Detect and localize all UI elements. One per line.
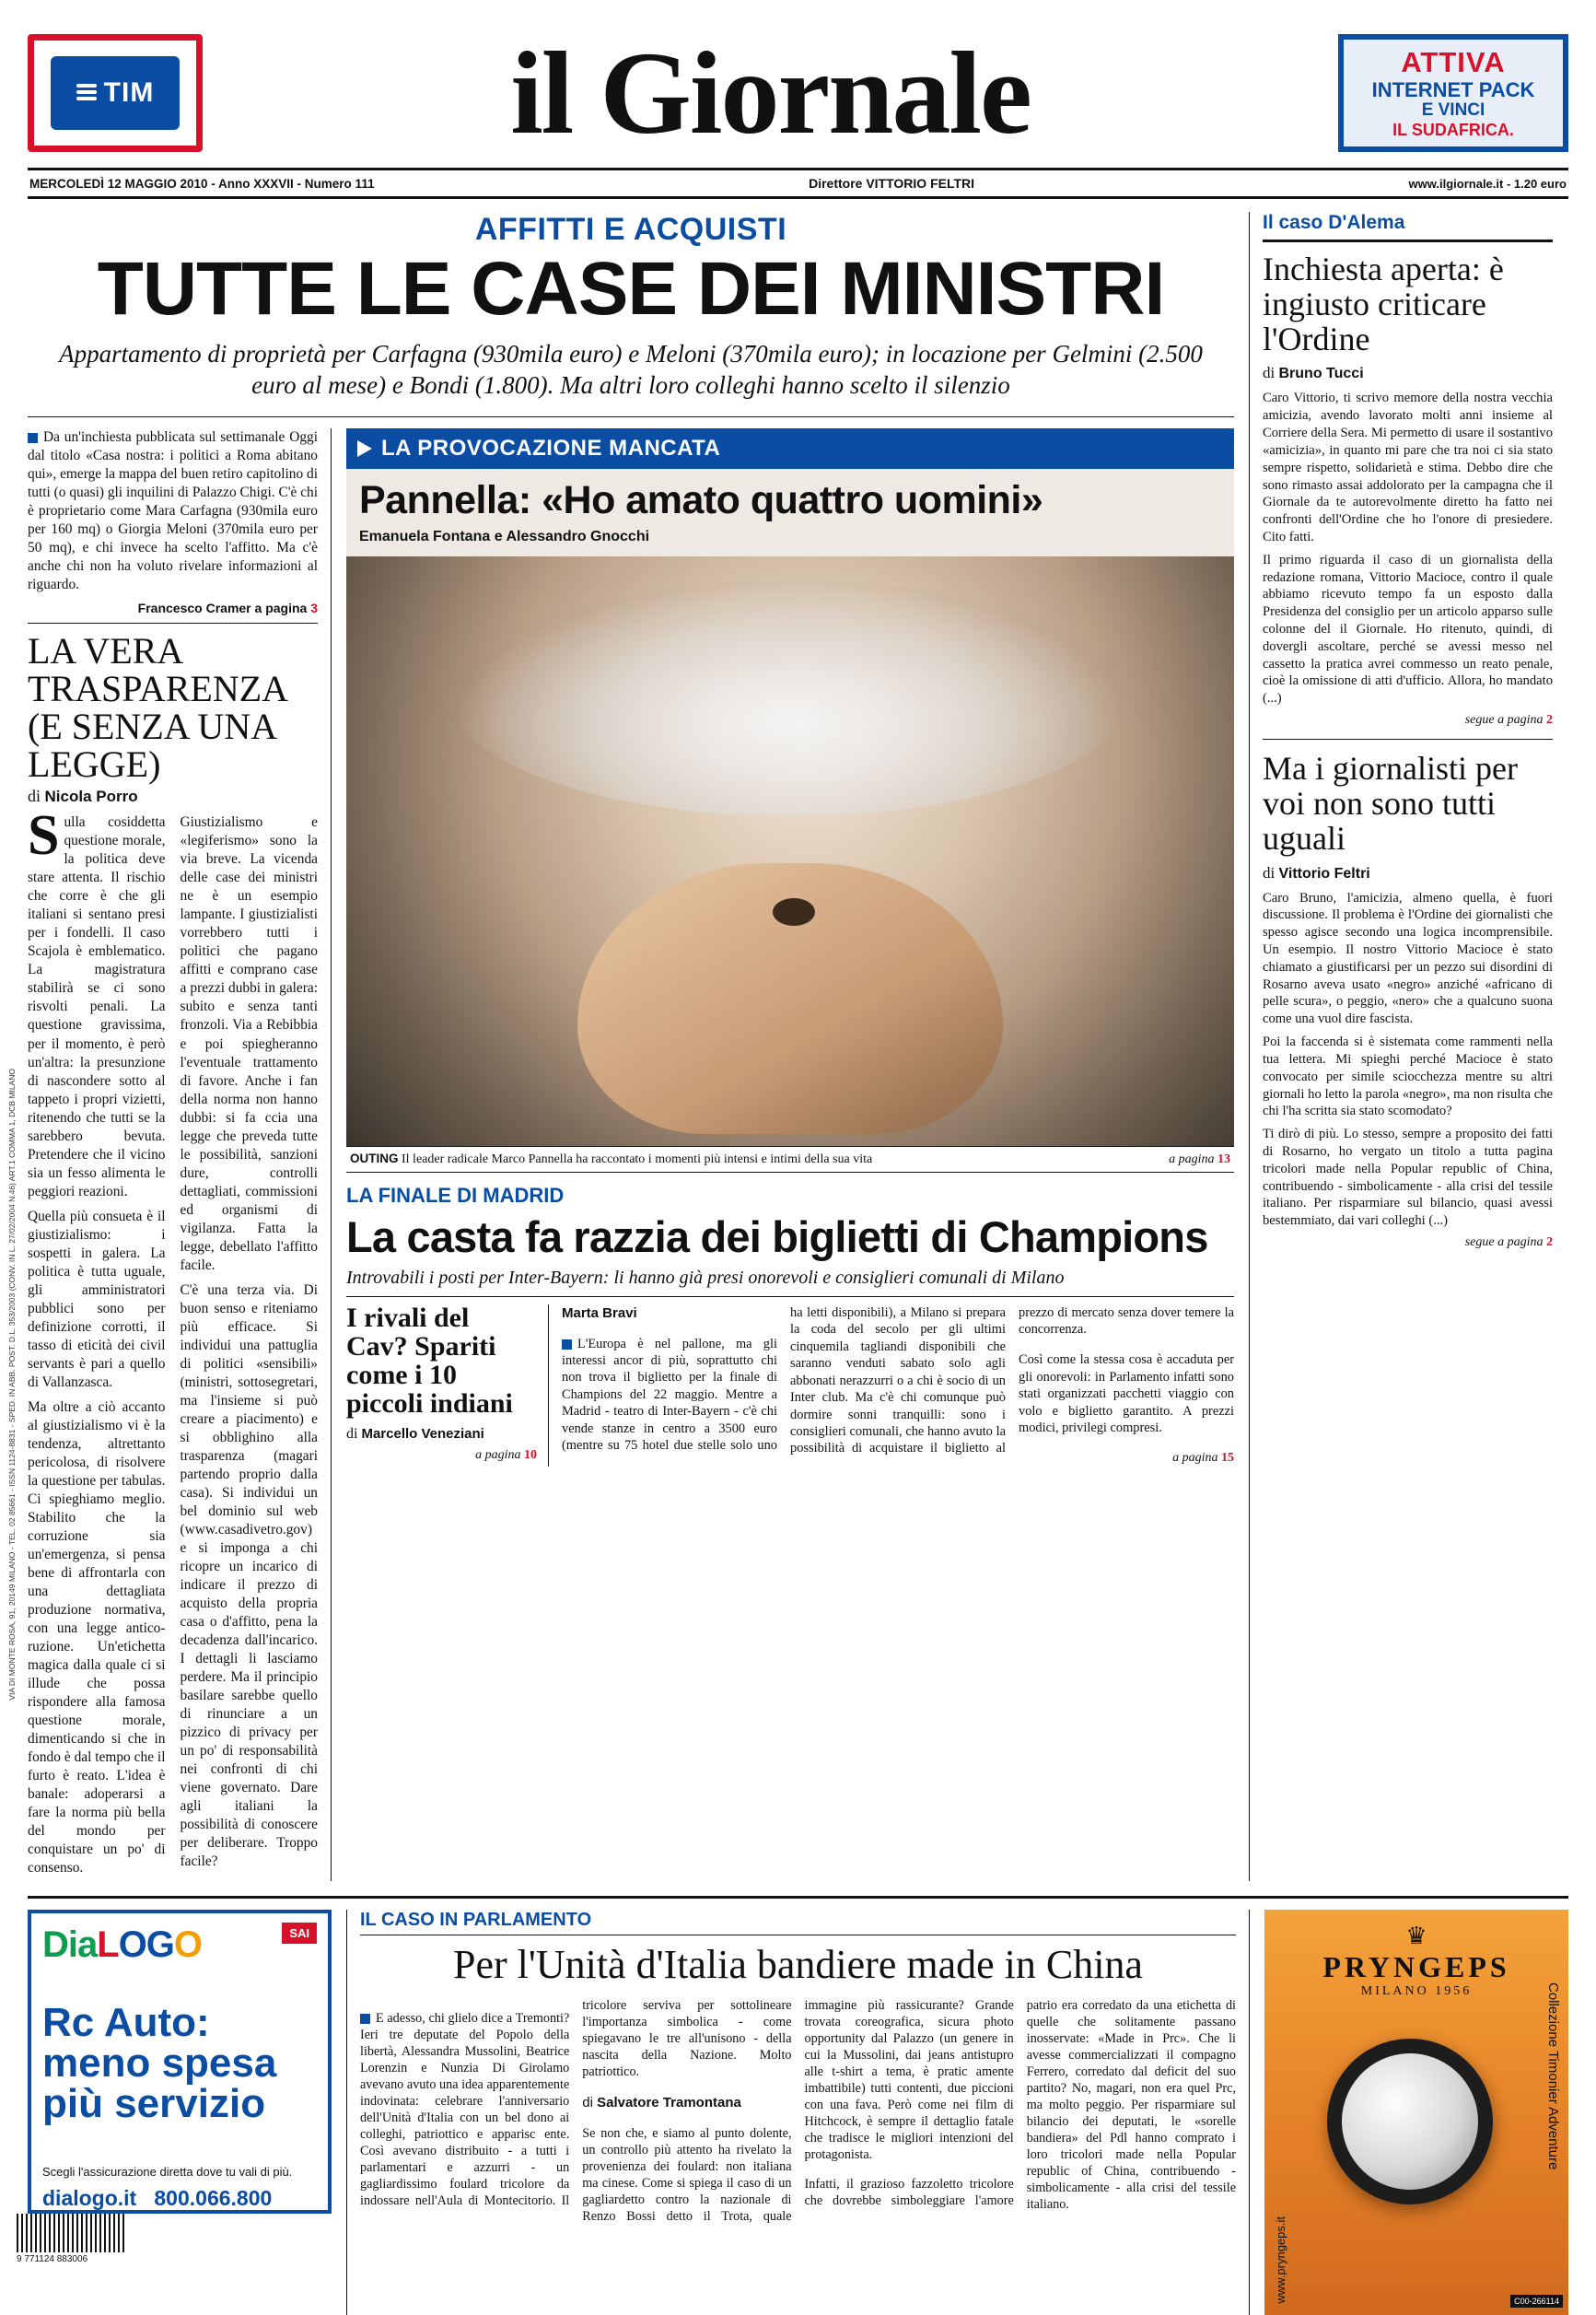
dialogo-claim (42, 1999, 317, 2126)
parliament-kicker: IL CASO IN PARLAMENTO (360, 1909, 592, 1930)
promo-line-1: ATTIVA (1401, 45, 1506, 78)
dialogo-claim-line3: più servizio (42, 2080, 266, 2126)
parliament-paragraph-text: E adesso, chi glielo dice a Tremonti? Ieri tre deputate del Popolo della libertà, Alessandra Mussolini, Beatrice Lorenzin e Nunzia Di Girolamo avevano avuto una idea apparentemente indovinata: celebrare l'anniversario dell'Unità d'Italia con un bel dono ai colleghi, patriottico e apparisc ente. Così avevano distribuito - a tutti i parlamentari e azzurri - un gagliardissimo foulard tricolore da indossare nell'Aula di Montecitorio. Il tricolore serviva per sottolineare l'importanza simbolica - come spiegavano le tre all'unisono - della nascita della Nazione. Molto patriottico. (360, 1997, 792, 2209)
promo-line-3: E VINCI (1421, 100, 1485, 121)
lead-left-rule (28, 623, 318, 624)
promo-line-2: INTERNET PACK (1371, 77, 1535, 101)
champions-page-label: a pagina (1172, 1450, 1218, 1465)
barcode-icon (17, 2214, 127, 2252)
editor-name: Direttore VITTORIO FELTRI (809, 176, 975, 191)
dialogo-claim-line1: Rc Auto: (42, 1999, 210, 2045)
side-page-number: 10 (524, 1447, 537, 1462)
parliament-paragraph: Se non che, e siamo al punto dolente, un controllo più attento ha rivelato la provenienza dei foulard: non italiana ma cinese. Come si spiega il caso di un gagliardetto contro la nazionale di Renzo Bossi detto il Trota, quale immagine più rassicurante? Grande trovata coreografica, sicura photo opportunity dal Palazzo (un genere in cui la Mussolini, dai jeans antistupro alle t-shirt a tema, è pratic amente imbattibile) tutti contenti, due piccioni con una fava. Però come nei film di Hitchcock, è sempre il dettaglio fatale che tradisce le migliori intenzioni del protagonista. (582, 1997, 1014, 2225)
page-title: il Giornale (510, 28, 1031, 158)
rc2-cont-label: segue a pagina (1464, 1235, 1544, 1249)
opinion-author (28, 787, 318, 806)
photo-cigar-shape (773, 898, 815, 926)
opinion-author-prefix: di (28, 787, 41, 806)
crown-icon: ♛ (1405, 1922, 1427, 1949)
side-page-label: a pagina (475, 1447, 521, 1462)
rc-article1-title: Inchiesta aperta: è ingiusto criticare l'Ordine (1263, 251, 1504, 358)
website-price: www.ilgiornale.it - 1.20 euro (1408, 176, 1567, 191)
publisher-legal-note: VIA DI MONTE ROSA, 91, 20149 MILANO - TEL. 02 85661 - ISSN 1124-8831 - SPED. IN ABB. POST. D.L. 353/2003 (CONV. IN L. 27/02/2004 N.46) ART.1 COMMA 1, DCB MILANO (7, 1069, 17, 1701)
lead-subhead: Appartamento di proprietà per Carfagna (930mila euro) e Meloni (370mila euro); in locazione per Gelmini (2.500 euro al mese) e Bondi (1.800). Ma altri loro colleghi hanno scelto il silenzio (59, 339, 1203, 400)
photo-headline-block (346, 469, 1234, 556)
lead-summary: Da un'inchiesta pubblicata sul settimanale Oggi dal titolo «Casa nostra: i politici a Roma abitano qui», emerge la mappa del buen retiro capitolino di tutti (o quasi) gli inquilini di Palazzo Chigi. C'è chi è proprietario come Mara Carfagna (930mila euro per 160 mq) o Giorgia Meloni (370mila euro per 50 mq), e chi invece ha scelto l'affitto. Ma c'è anche chi non ha voluto rivelare informazioni al riguardo. (28, 428, 318, 593)
rc2-paragraph: Poi la faccenda si è sistemata come rammenti nella tua lettera. Mi spieghi perché Macioce è stato convocato per simile sciocchezza mentre su altri giornali ho letto la parola «negro», ma non risulta che chi l'ha scritta sia stato scomodato? (1263, 1035, 1553, 1119)
opinion-paragraph: Quella più consueta è il giustizialismo: i sospetti in galera. La politica è tutta uguale, gli amministratori pubblici sono per definizione corrotti, il tasso di eticità dei civil servants è pari a quello di Vallanzasca. (28, 1208, 166, 1390)
bullet-square-icon (360, 2014, 370, 2024)
lead-divider (28, 416, 1234, 417)
side-box-page-ref (346, 1448, 537, 1463)
pryngeps-url[interactable]: www.pryngeps.it (1274, 2216, 1287, 2304)
champions-page-number: 15 (1221, 1450, 1234, 1465)
pryngeps-collection-text: Collezione Timonier Adventure (1545, 1982, 1561, 2170)
dialogo-ad[interactable] (17, 1910, 332, 2315)
caption-text: Il leader radicale Marco Pannella ha raccontato i momenti più intensi e intimi della sua vita (402, 1152, 873, 1166)
opinion-paragraph: Giustizialismo e «legiferismo» sono la via breve. La vicenda delle case dei ministri ne è un esempio lampante. I giustizialisti vorrebbero tutti i politici che pagano affitti e comprano case a prezzi dubbi in galera: subito e senza tanti fronzoli. Via a Rebibbia e poi spiegheranno l'eventuale trattamento di favore. Anche i fan della norma non hanno dubbi: si fa ccia una legge che preveda tutte le possibilità, sanzioni dure, controlli dettagliati, commissioni ed organismi di vigilanza. Fatta la legge, debellato l'affitto facile. (180, 814, 318, 1273)
bullet-square-icon (28, 433, 38, 443)
pryngeps-ad-box[interactable] (1264, 1910, 1568, 2315)
watch-ad[interactable] (1264, 1910, 1568, 2315)
parliament-article (346, 1910, 1250, 2315)
lead-left-column (28, 428, 332, 1881)
parliament-headline: Per l'Unità d'Italia bandiere made in China (453, 1941, 1143, 1987)
paper-title-wrap (203, 28, 1338, 158)
issn-number: 9 771124 883006 (17, 2254, 88, 2264)
champions-page-ref (1019, 1450, 1234, 1467)
opinion-author-name: Nicola Porro (44, 788, 138, 806)
dialogo-phone: 800.066.800 (154, 2185, 273, 2210)
info-bar (28, 170, 1568, 199)
champions-kicker: LA FINALE DI MADRID (346, 1183, 565, 1207)
pryngeps-brand (1264, 1910, 1568, 1999)
right-column-separator (1263, 739, 1553, 740)
rc1-cont-page: 2 (1546, 713, 1553, 728)
parliament-author (582, 2094, 791, 2111)
rc2-paragraph: Ti dirò di più. Lo stesso, sempre a proposito dei fatti di Rosarno, ho vergato un titolo a tutta pagina tricolori made nella Popular republic of China, contribuendo - simbolicamente - alla crisi del tessile italiano. Per risparmiare sul bilancio, quasi avessi bestemmiato, dai vari colleghi (...) (1263, 1127, 1553, 1229)
opinion-body (28, 804, 318, 1880)
left-column (28, 212, 1234, 1881)
tim-bars-icon (76, 84, 97, 103)
rc1-paragraph: Il primo riguarda il caso di un giornalista della redazione romana, Vittorio Macioce, contro il quale abbiamo ricevuto tempo fa un esposto dalla Presidenza del consiglio per un articolo apparso sulle colonne del il Giornale. Ho ritenuto, quindi, di dovergli ascoltare, perché se avessi messo nel cassetto la pratica avrei commesso un reato penale, cioè la omissione di atti d'ufficio. Allora, ho mandato (...) (1263, 552, 1553, 707)
caption-lead-word: OUTING (350, 1151, 399, 1165)
photo-article (346, 469, 1234, 1173)
center-column (346, 428, 1234, 1881)
opinion-paragraph: Ma oltre a ciò accanto al giustizialismo vi è la tendenza, altrettanto pericolosa, di risolvere la questione per tabulas. Ci spieghiamo meglio. Stabilito che la corruzione sia un'emergenza, si pensa bene di affrontarla con una dettagliata produzione normativa, con una legge antico-ruzione. Un'etichetta magica dalla quale ci si illude che possa rispondere alla famosa questione morale, dimenticando si che in fondo è dal tempo che il furto è reato. L'idea è banale: adoperarsi a fare la norma più bella del mondo per conquistare un po' di consenso. (28, 1398, 166, 1877)
lead-byline (28, 601, 318, 615)
opinion-paragraph: Sulla cosiddetta questione morale, la politica deve stare attenta. Il rischio che corre è che gli italiani si sentano presi per i fondelli. Il caso Scajola è emblematico. La magistratura stabilirà se ci sono risvolti penali. La questione gravissima, per il momento, è però un'altra: la presunzione di nascondere sotto al tappeto i propri vizietti, ritenendo che tutti se la sarebbero bevuta. Pretendere che il vicino sia un fesso alimenta le peggiori reazioni. (28, 804, 166, 1199)
right-column-kicker: Il caso D'Alema (1263, 212, 1405, 233)
right-column (1249, 212, 1553, 1881)
bullet-square-icon (562, 1339, 572, 1350)
rc-article2-body (1263, 890, 1553, 1230)
promo-ad-box (1338, 34, 1568, 152)
rc2-author-name: Vittorio Feltri (1278, 865, 1370, 882)
provocazione-banner (346, 428, 1234, 469)
parliament-author-name: Salvatore Tramontana (597, 2094, 741, 2110)
rc-article2-author (1263, 864, 1553, 883)
champions-headline: La casta fa razzia dei biglietti di Champions (346, 1211, 1208, 1261)
rc-article2-title: Ma i giornalisti per voi non sono tutti uguali (1263, 750, 1518, 858)
sai-badge: SAI (282, 1923, 317, 1944)
tim-logo-text: TIM (103, 77, 155, 108)
lead-page-number: 3 (310, 601, 318, 616)
rc-article1-continue (1263, 713, 1553, 728)
opinion-title: LA VERA TRASPARENZA (E SENZA UNA LEGGE) (28, 630, 286, 785)
rc2-author-prefix: di (1263, 863, 1276, 882)
dialogo-claim-line2: meno spesa (42, 2040, 277, 2086)
rc1-author-prefix: di (1263, 364, 1276, 382)
rc1-cont-label: segue a pagina (1464, 713, 1544, 728)
issue-date: MERCOLEDÌ 12 MAGGIO 2010 - Anno XXXVII - Numero 111 (29, 176, 375, 191)
rc2-paragraph: Caro Bruno, l'amicizia, almeno quella, è fuori discussione. Il problema è l'Ordine dei giornalisti che spesso agisce secondo una logica incomprensibile. Un esempio. Il nostro Vittorio Macioce è stato chiamato a giustificarsi per un pezzo sui disordini di Rosarno aveva usato «negro» anziché «africano di pelle scura», o peggio, «nero» che a qualcuno suona come una vuol dire fascista. (1263, 890, 1553, 1027)
photo-page-label: a pagina (1169, 1152, 1215, 1166)
photo-authors: Emanuela Fontana e Alessandro Gnocchi (359, 528, 650, 544)
lead-byline-name: Francesco Cramer (137, 601, 251, 616)
parliament-author-prefix: di (582, 2094, 593, 2110)
champions-byline: Marta Bravi (562, 1304, 637, 1321)
photo-page-number: 13 (1217, 1152, 1230, 1166)
dialogo-site[interactable]: dialogo.it (42, 2185, 137, 2210)
bottom-section (17, 1896, 1568, 2315)
watch-face-shape (1317, 2028, 1504, 2215)
champions-columns (346, 1296, 1234, 1467)
promo-line-4: IL SUDAFRICA. (1392, 121, 1514, 140)
lead-summary-block (28, 428, 318, 594)
rc-article1-author (1263, 364, 1553, 382)
provocazione-banner-label: LA PROVOCAZIONE MANCATA (381, 435, 721, 461)
pryngeps-city: MILANO 1956 (1360, 1983, 1473, 1998)
dialogo-logo: DiaLOGO (42, 1923, 203, 1965)
photo-hair-shape (453, 580, 1128, 816)
tim-sponsor-logo (28, 34, 203, 152)
rc1-paragraph: Caro Vittorio, ti scrivo memore della nostra vecchia amicizia, avendo lavorato molti anni insieme al Corriere della Sera. Mi permetto di usare il sostantivo «amicizia», in quanto mi pare che tra noi ci sia stato sempre rispetto, solidarietà e stima. Debbo dire che sono rimasto assai addolorato per la campagna che il Giornale da te autorevolmente diretto ha fatto nei confronti dell'Ordine che ho l'onore di presiedere. Cito fatti. (1263, 391, 1553, 544)
side-box-author (346, 1426, 537, 1443)
pryngeps-name: PRYNGEPS (1322, 1949, 1510, 1983)
masthead (28, 24, 1568, 162)
play-triangle-icon (357, 440, 372, 457)
champions-paragraph-text: L'Europa è nel pallone, ma gli interessi ancor di più, soprattutto chi non trova il biglietto per la finale di Champions del 22 maggio. Mentre a Madrid - teatro di Inter-Bayern - c'è chi vende stanze in centro a 3500 euro (mentre su 75 hotel due stelle solo uno ha letti disponibili), a Milano si prepara la coda del secolo per gli ultimi cinquemila tagliandi disponibili che saranno venduti sabato solo agli abbonati nerazzurri o a chi è socio di un Inter club. Ma c'è chi comunque può dormire sonni tranquilli: sono i consiglieri comunali, che hanno avuto la possibilità di acquistare il biglietto al prezzo di mercato senza dover temere la concorrenza. (562, 1304, 1234, 1456)
lead-area (28, 428, 1234, 1881)
dialogo-subtext: Scegli l'assicurazione diretta dove tu vali di più. (42, 2164, 293, 2179)
side-author-prefix: di (346, 1425, 358, 1442)
photo-caption (346, 1146, 1234, 1173)
lead-headline: TUTTE LE CASE DEI MINISTRI (97, 247, 1165, 331)
rc1-author-name: Bruno Tucci (1278, 366, 1364, 382)
pannella-photo (346, 556, 1234, 1146)
photo-headline: Pannella: «Ho amato quattro uomini» (359, 477, 1043, 522)
rc2-cont-page: 2 (1546, 1235, 1553, 1249)
dialogo-ad-box[interactable] (28, 1910, 332, 2214)
main-content (28, 212, 1568, 1881)
rc-article1-body (1263, 390, 1553, 707)
parliament-paragraph: Infatti, il grazioso fazzoletto tricolore che dovrebbe simboleggiare l'amore patrio era corredato da una etichetta di quelle che solitamente passano inosservate: «Made in Prc». Che li avesse commercializzati il compagno Ferrero, corredato dal deficit del suo partito? No, magari, non era quel Prc, ma molto peggio. Per risparmiare sul bilancio dei deputati, le «sorelle bandiera» del Pdl hanno comprato i loro tricolori made nella Popular republic of China, contribuendo - simbolicamente - alla crisi del tessile italiano. (804, 1997, 1236, 2213)
champions-paragraph: Così come la stessa cosa è accaduta per gli onorevoli: in Parlamento infatti sono stati organizzati pacchetti viaggio con volo e biglietto garantito. A prezzi modici, privilegi compresi. (1019, 1352, 1234, 1435)
side-box-title: I rivali del Cav? Spariti come i 10 piccoli indiani (346, 1302, 513, 1419)
parliament-body (360, 1997, 1236, 2225)
photo-page-ref (1169, 1152, 1230, 1167)
champions-subhead: Introvabili i posti per Inter-Bayern: li hanno già presi onorevoli e consiglieri comunali di Milano (346, 1267, 1065, 1288)
right-column-rule (1263, 240, 1553, 242)
rc-article2-continue (1263, 1235, 1553, 1250)
champions-side-box (346, 1304, 549, 1467)
issn-barcode (17, 2214, 127, 2264)
lead-kicker: AFFITTI E ACQUISTI (474, 212, 787, 247)
side-author-name: Marcello Veneziani (361, 1425, 484, 1442)
dialogo-contact[interactable] (42, 2186, 317, 2211)
pryngeps-code: C00-266114 (1510, 2295, 1563, 2308)
lead-page-label: a pagina (254, 601, 308, 616)
champions-body (562, 1304, 1234, 1467)
opinion-paragraph: C'è una terza via. Di buon senso e riteniamo più efficace. Si individui una pattuglia di politici «sensibili» (ministri, sottosegretari, ma l'insieme si può creare a piacimento) e si obblighino alla trasparenza (magari partendo proprio dalla casa). Si individui un bel dominio sul web (www.casadivetro.gov) e si imponga a chi ricopre un incarico di indicare il prezzo di acquisto della propria casa o d'affitto, pena la decadenza dall'incarico. I dettagli li lasciamo perdere. Ma il principio basilare sarebbe quello di rinunciare a un pizzico di privacy per un po' di responsabilità nei confronti di chi viene governato. Dare agli italiani la possibilità di conoscere per deliberare. Troppo facile? (180, 1281, 318, 1870)
